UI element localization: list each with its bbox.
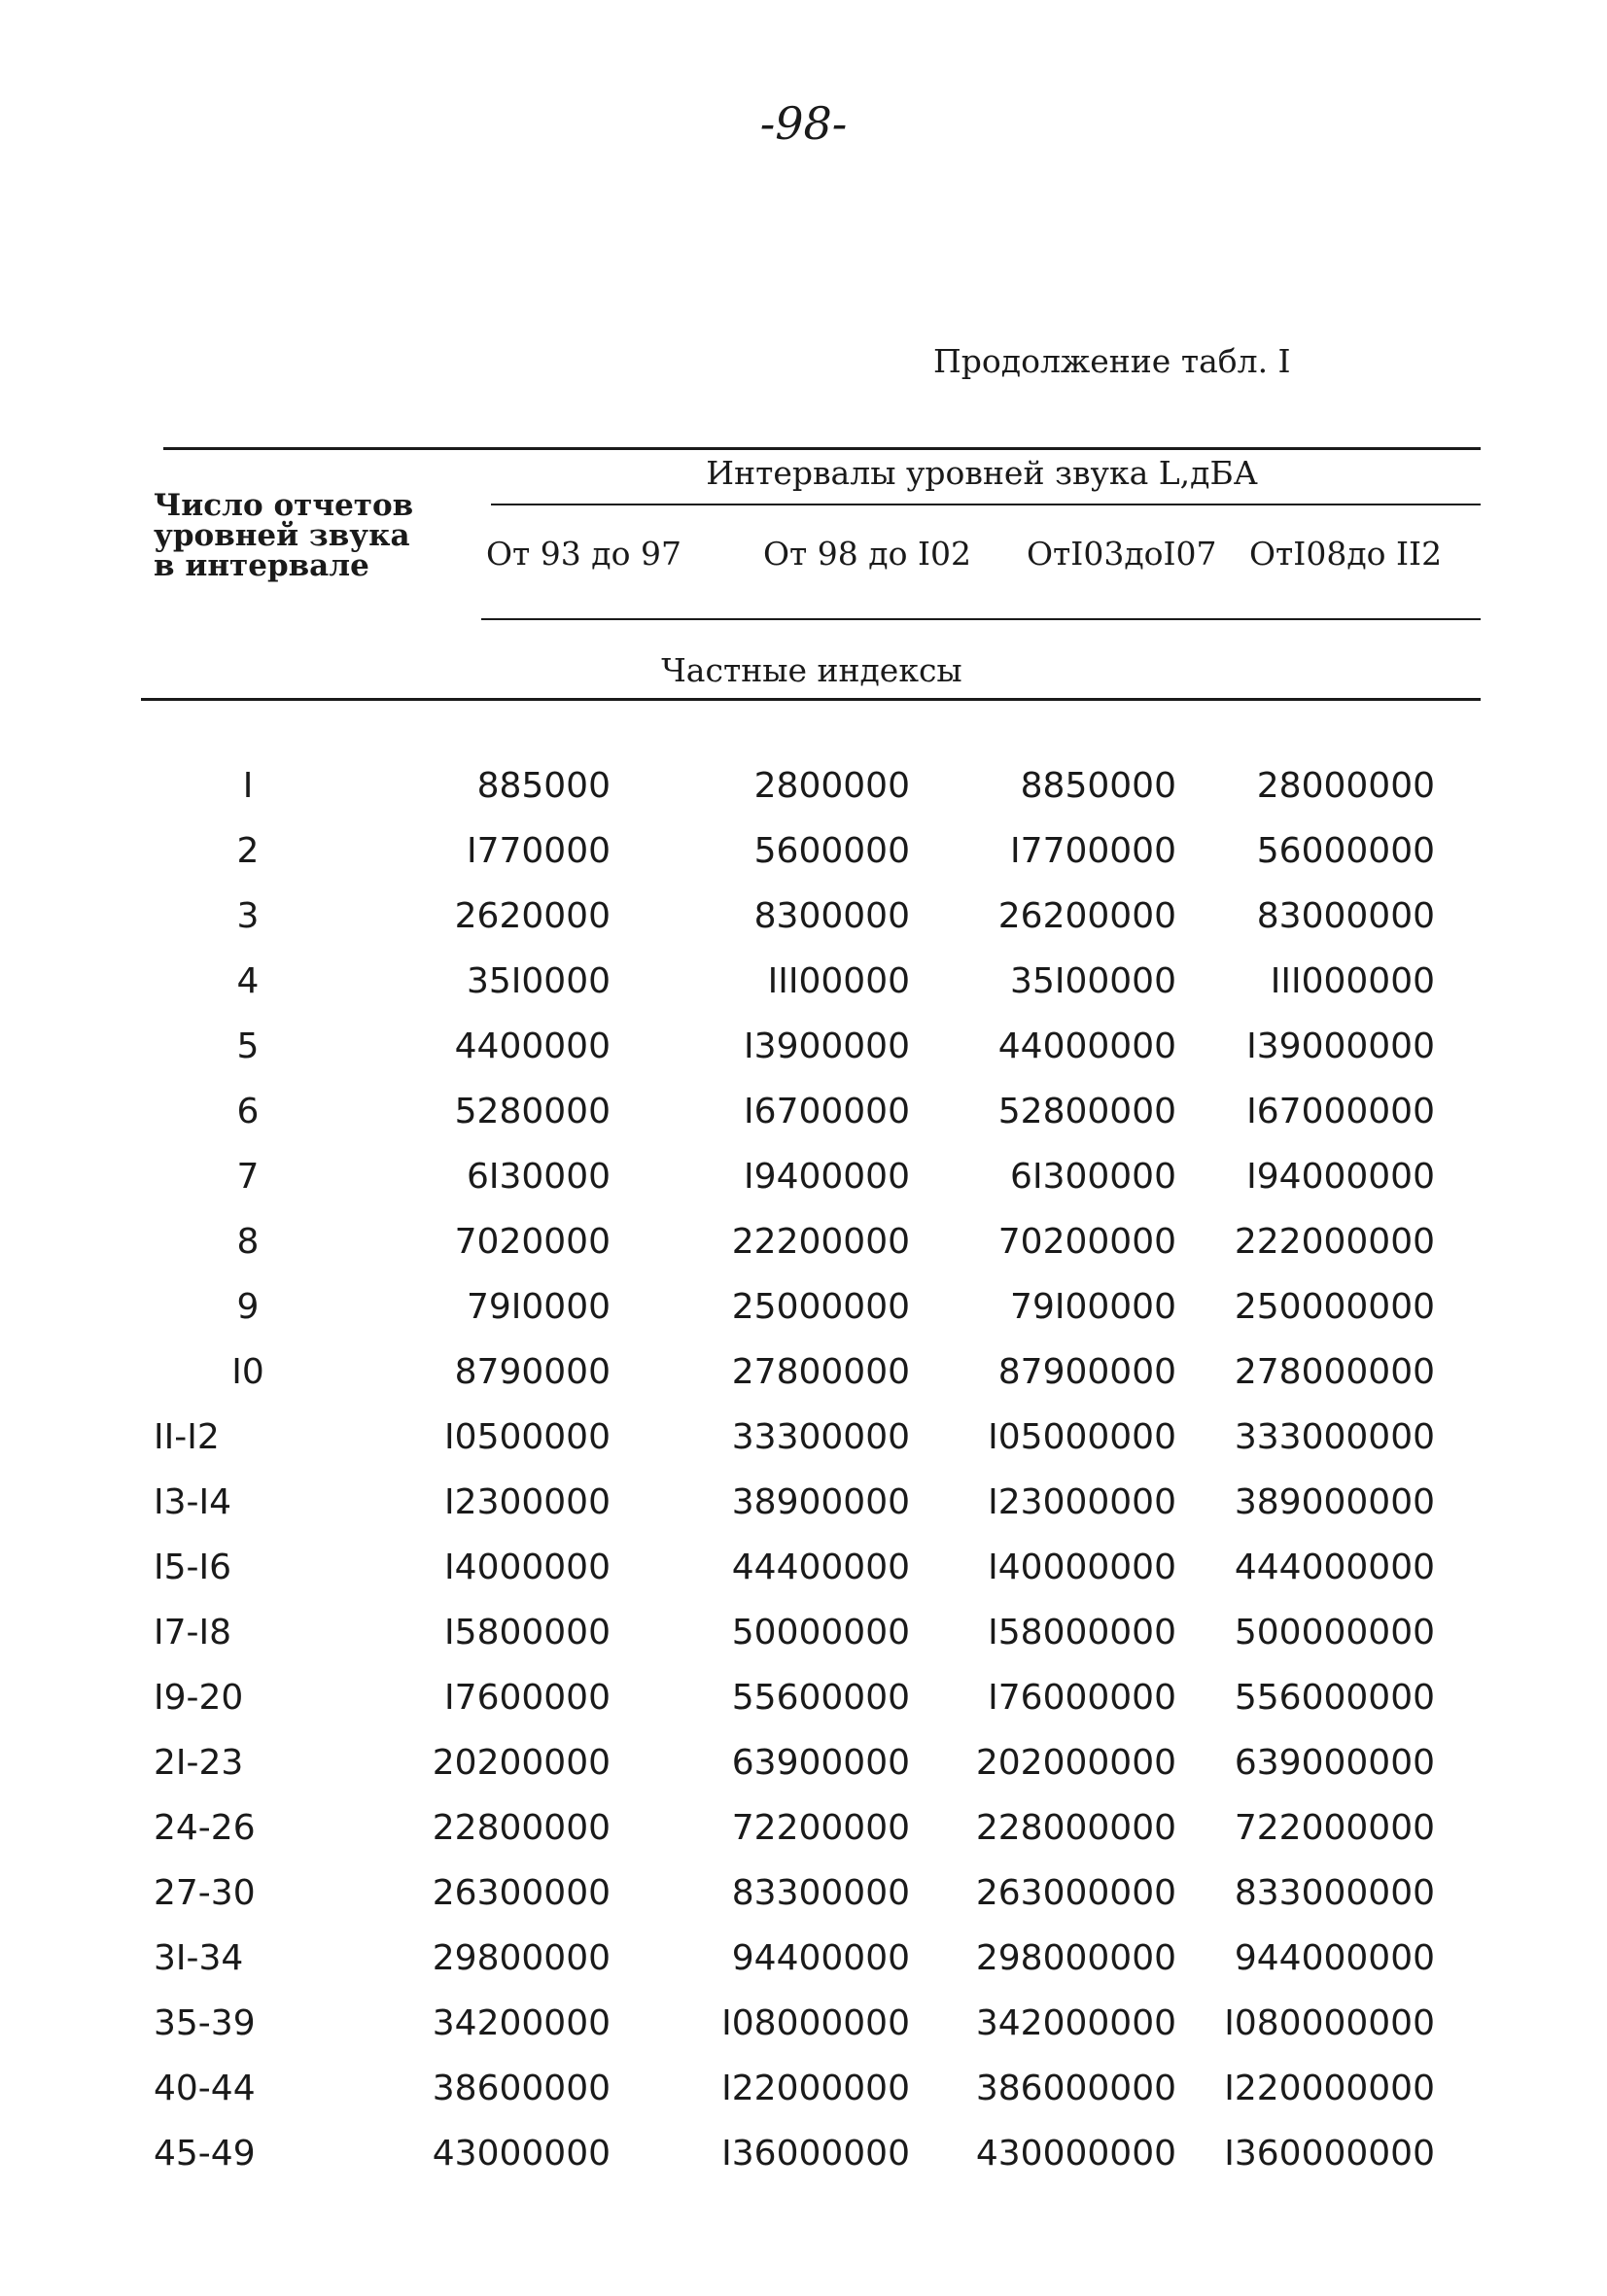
table-row	[0, 896, 1607, 961]
cell-93-97: 4400000	[454, 1026, 611, 1066]
cell-108-112: I67000000	[1246, 1092, 1435, 1131]
cell-93-97: 5280000	[454, 1092, 611, 1131]
table-row	[0, 1157, 1607, 1222]
stub-header-line: уровней звука	[154, 518, 410, 553]
table-row	[0, 961, 1607, 1026]
cell-108-112: 556000000	[1234, 1678, 1435, 1718]
table-row	[0, 1092, 1607, 1157]
table-row	[0, 1482, 1607, 1548]
table-caption: Продолжение табл. I	[933, 342, 1291, 380]
row-label: 8	[236, 1222, 260, 1262]
cell-108-112: I39000000	[1246, 1026, 1435, 1066]
cell-98-102: I08000000	[721, 2003, 910, 2043]
table-row	[0, 1873, 1607, 1938]
row-label: I0	[231, 1352, 264, 1392]
cell-98-102: I3900000	[744, 1026, 910, 1066]
cell-98-102: 8300000	[753, 896, 910, 936]
cell-108-112: 722000000	[1234, 1808, 1435, 1848]
cell-103-107: 35I00000	[1010, 961, 1176, 1001]
cell-103-107: 298000000	[975, 1938, 1176, 1978]
cell-98-102: I36000000	[721, 2134, 910, 2174]
cell-108-112: 56000000	[1256, 831, 1435, 871]
column-header-2: От 98 до I02	[763, 535, 971, 573]
column-header-1: От 93 до 97	[486, 535, 681, 573]
cell-108-112: 389000000	[1234, 1482, 1435, 1522]
column-header-rule	[481, 618, 1481, 620]
cell-98-102: 50000000	[731, 1613, 910, 1652]
cell-98-102: 2800000	[753, 766, 910, 806]
cell-98-102: I22000000	[721, 2069, 910, 2108]
cell-103-107: I05000000	[988, 1417, 1176, 1457]
cell-103-107: 263000000	[975, 1873, 1176, 1913]
cell-108-112: 500000000	[1234, 1613, 1435, 1652]
row-label: 7	[236, 1157, 260, 1197]
stub-header-line: в интервале	[154, 548, 369, 583]
cell-103-107: I23000000	[988, 1482, 1176, 1522]
cell-103-107: 70200000	[997, 1222, 1176, 1262]
cell-103-107: I40000000	[988, 1548, 1176, 1587]
cell-93-97: I2300000	[444, 1482, 611, 1522]
row-label: 3	[236, 896, 260, 936]
table-row	[0, 1287, 1607, 1352]
row-label: I	[242, 766, 254, 806]
row-label: 27-30	[154, 1873, 256, 1913]
table-row	[0, 1678, 1607, 1743]
cell-103-107: 44000000	[997, 1026, 1176, 1066]
cell-98-102: 38900000	[731, 1482, 910, 1522]
table-row	[0, 2069, 1607, 2134]
cell-98-102: 22200000	[731, 1222, 910, 1262]
cell-93-97: 8790000	[454, 1352, 611, 1392]
cell-108-112: 83000000	[1256, 896, 1435, 936]
cell-93-97: 885000	[476, 766, 611, 806]
row-label: 24-26	[154, 1808, 256, 1848]
cell-93-97: 34200000	[432, 2003, 611, 2043]
cell-103-107: 8850000	[1020, 766, 1176, 806]
cell-108-112: 639000000	[1234, 1743, 1435, 1783]
table-row	[0, 766, 1607, 831]
table-row	[0, 1808, 1607, 1873]
cell-98-102: 5600000	[753, 831, 910, 871]
cell-93-97: 22800000	[432, 1808, 611, 1848]
cell-98-102: 33300000	[731, 1417, 910, 1457]
cell-93-97: I7600000	[444, 1678, 611, 1718]
cell-93-97: 79I0000	[466, 1287, 611, 1327]
cell-93-97: I5800000	[444, 1613, 611, 1652]
table-row	[0, 1938, 1607, 2003]
row-label: 6	[236, 1092, 260, 1131]
cell-98-102: 27800000	[731, 1352, 910, 1392]
sub-header: Частные индексы	[661, 651, 962, 689]
cell-108-112: 333000000	[1234, 1417, 1435, 1457]
cell-103-107: 228000000	[975, 1808, 1176, 1848]
cell-103-107: 202000000	[975, 1743, 1176, 1783]
table-row	[0, 1352, 1607, 1417]
cell-108-112: 833000000	[1234, 1873, 1435, 1913]
table-row	[0, 1417, 1607, 1482]
row-label: 9	[236, 1287, 260, 1327]
cell-93-97: 6I30000	[466, 1157, 611, 1197]
cell-93-97: 38600000	[432, 2069, 611, 2108]
stub-header-line: Число отчетов	[154, 488, 414, 523]
cell-98-102: 72200000	[731, 1808, 910, 1848]
cell-103-107: 6I300000	[1010, 1157, 1176, 1197]
cell-93-97: 43000000	[432, 2134, 611, 2174]
cell-103-107: I58000000	[988, 1613, 1176, 1652]
cell-103-107: 79I00000	[1010, 1287, 1176, 1327]
cell-98-102: 94400000	[731, 1938, 910, 1978]
table-row	[0, 1026, 1607, 1092]
cell-108-112: 250000000	[1234, 1287, 1435, 1327]
table-row	[0, 831, 1607, 896]
cell-108-112: 278000000	[1234, 1352, 1435, 1392]
cell-103-107: I7700000	[1010, 831, 1176, 871]
page-number: -98-	[759, 97, 848, 150]
cell-98-102: 83300000	[731, 1873, 910, 1913]
row-label: I3-I4	[154, 1482, 232, 1522]
cell-93-97: 35I0000	[466, 961, 611, 1001]
cell-108-112: 444000000	[1234, 1548, 1435, 1587]
cell-98-102: 25000000	[731, 1287, 910, 1327]
cell-103-107: 386000000	[975, 2069, 1176, 2108]
row-label: 2I-23	[154, 1743, 244, 1783]
cell-103-107: 342000000	[975, 2003, 1176, 2043]
row-label: 5	[236, 1026, 260, 1066]
cell-98-102: III00000	[767, 961, 910, 1001]
cell-93-97: I0500000	[444, 1417, 611, 1457]
cell-103-107: 26200000	[997, 896, 1176, 936]
table-row	[0, 2003, 1607, 2069]
table-row	[0, 1222, 1607, 1287]
row-label: 4	[236, 961, 260, 1001]
row-label: 45-49	[154, 2134, 256, 2174]
cell-103-107: 87900000	[997, 1352, 1176, 1392]
cell-93-97: 26300000	[432, 1873, 611, 1913]
cell-108-112: 944000000	[1234, 1938, 1435, 1978]
cell-93-97: 20200000	[432, 1743, 611, 1783]
table-body	[0, 766, 1607, 2199]
cell-98-102: I9400000	[744, 1157, 910, 1197]
cell-108-112: I360000000	[1224, 2134, 1435, 2174]
cell-93-97: I4000000	[444, 1548, 611, 1587]
cell-98-102: I6700000	[744, 1092, 910, 1131]
table-top-rule	[163, 447, 1481, 450]
group-header: Интервалы уровней звука L,дБА	[706, 454, 1258, 492]
table-row	[0, 1613, 1607, 1678]
cell-108-112: I94000000	[1246, 1157, 1435, 1197]
cell-108-112: I220000000	[1224, 2069, 1435, 2108]
cell-93-97: 7020000	[454, 1222, 611, 1262]
table-row	[0, 2134, 1607, 2199]
cell-98-102: 44400000	[731, 1548, 910, 1587]
cell-103-107: 52800000	[997, 1092, 1176, 1131]
table-row	[0, 1743, 1607, 1808]
cell-108-112: 28000000	[1256, 766, 1435, 806]
cell-93-97: 29800000	[432, 1938, 611, 1978]
row-label: 35-39	[154, 2003, 256, 2043]
row-label: 3I-34	[154, 1938, 244, 1978]
stub-header	[154, 488, 414, 583]
cell-98-102: 55600000	[731, 1678, 910, 1718]
cell-103-107: I76000000	[988, 1678, 1176, 1718]
row-label: 40-44	[154, 2069, 256, 2108]
row-label: I5-I6	[154, 1548, 232, 1587]
row-label: I9-20	[154, 1678, 244, 1718]
cell-93-97: 2620000	[454, 896, 611, 936]
header-bottom-rule	[141, 698, 1481, 701]
cell-93-97: I770000	[466, 831, 611, 871]
row-label: II-I2	[154, 1417, 220, 1457]
column-header-3: ОтI03доI07	[1027, 535, 1217, 573]
cell-108-112: I080000000	[1224, 2003, 1435, 2043]
table-row	[0, 1548, 1607, 1613]
column-header-4: ОтI08до II2	[1249, 535, 1443, 573]
cell-108-112: 222000000	[1234, 1222, 1435, 1262]
cell-103-107: 430000000	[975, 2134, 1176, 2174]
row-label: I7-I8	[154, 1613, 232, 1652]
cell-98-102: 63900000	[731, 1743, 910, 1783]
cell-108-112: III000000	[1270, 961, 1435, 1001]
group-header-rule	[491, 504, 1481, 505]
row-label: 2	[236, 831, 260, 871]
